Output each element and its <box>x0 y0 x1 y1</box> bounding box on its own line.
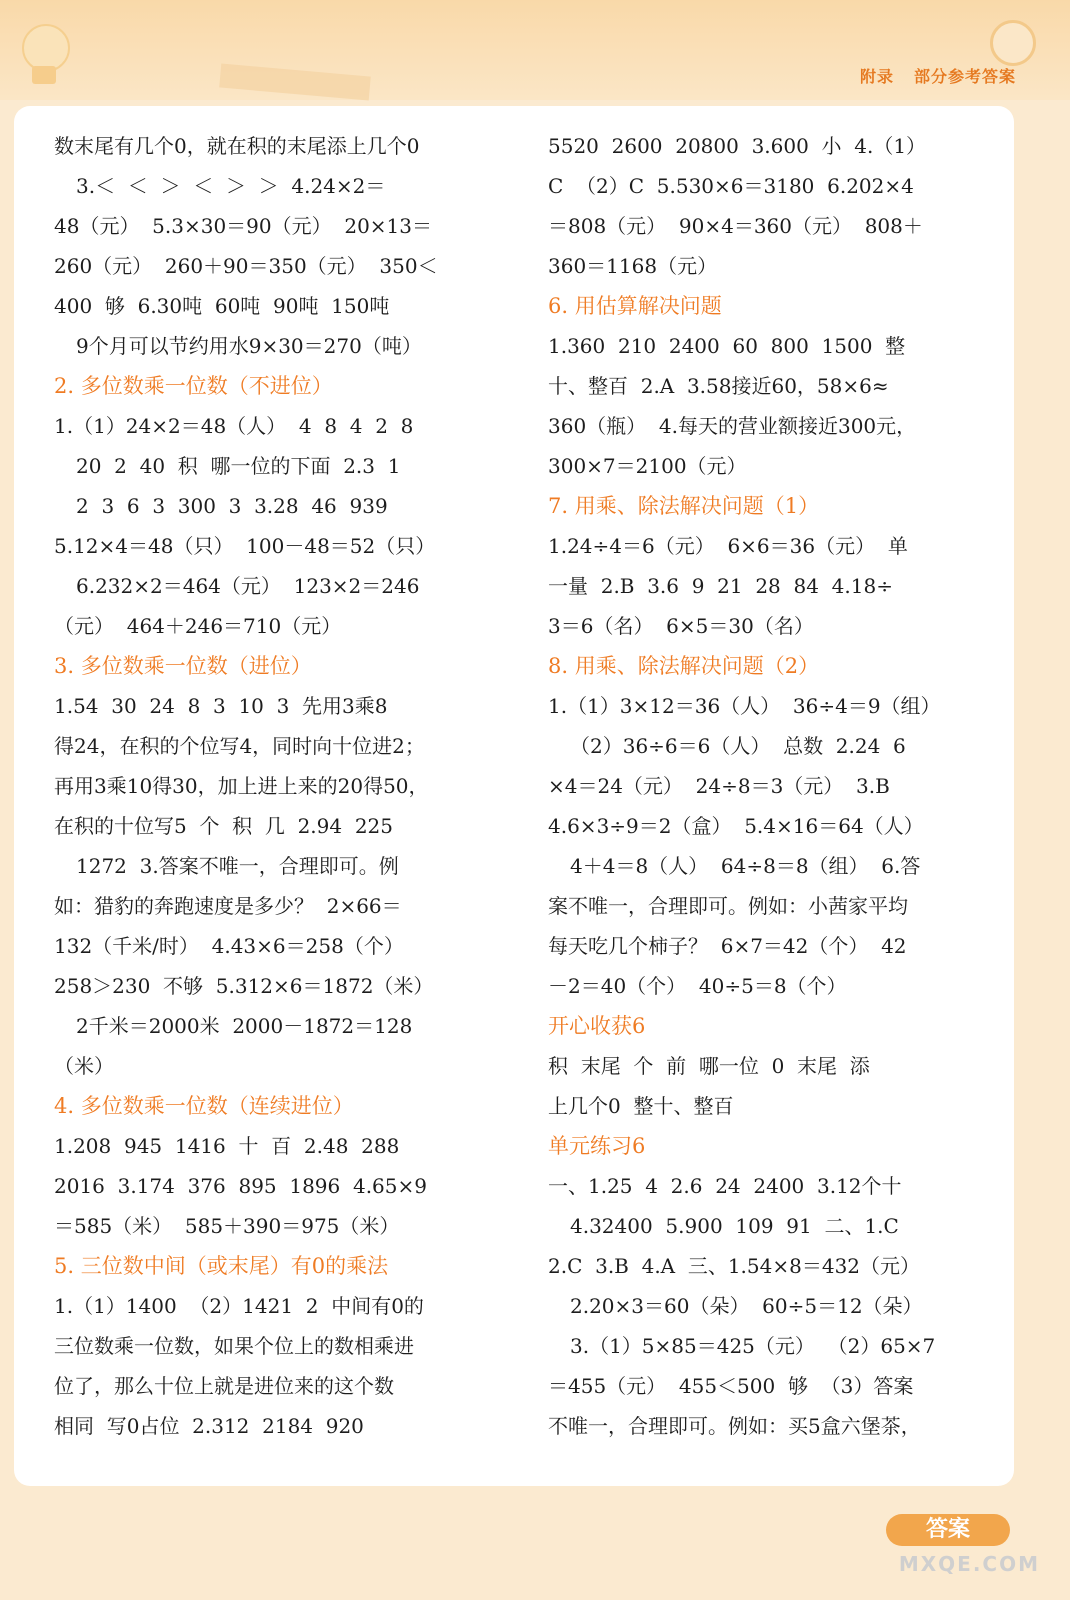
magnifier-ring-icon <box>990 20 1036 66</box>
answer-line: ＝808（元） 90×4＝360（元） 808＋ <box>548 214 923 238</box>
section-title: 部分参考答案 <box>913 67 1016 86</box>
watermark: MXQE.COM <box>898 1552 1040 1576</box>
answer-line: 数末尾有几个0，就在积的末尾添上几个0 <box>54 134 420 158</box>
section-heading: 2. 多位数乘一位数（不进位） <box>54 374 333 398</box>
answer-line: 3.（1）5×85＝425（元） （2）65×7 <box>570 1334 936 1358</box>
answer-line: 3＝6（名） 6×5＝30（名） <box>548 614 814 638</box>
answer-line: 5.12×4＝48（只） 100－48＝52（只） <box>54 534 436 558</box>
answer-line: 1.24÷4＝6（元） 6×6＝36（元） 单 <box>548 534 908 558</box>
answer-line: 2 3 6 3 300 3 3.28 46 939 <box>76 494 388 518</box>
appendix-label: 附录 <box>859 67 894 86</box>
answer-line: 相同 写0占位 2.312 2184 920 <box>54 1414 364 1438</box>
answer-line: 1.54 30 24 8 3 10 3 先用3乘8 <box>54 694 388 718</box>
answer-line: 一量 2.B 3.6 9 21 28 84 4.18÷ <box>548 574 893 598</box>
answer-line: ×4＝24（元） 24÷8＝3（元） 3.B <box>548 774 890 798</box>
answer-line: 2.C 3.B 4.A 三、1.54×8＝432（元） <box>548 1254 921 1278</box>
answer-line: 案不唯一，合理即可。例如：小茜家平均 <box>548 894 908 918</box>
answer-line: 位了，那么十位上就是进位来的这个数 <box>54 1374 394 1398</box>
answer-line: 1.360 210 2400 60 800 1500 整 <box>548 334 906 358</box>
answer-line: 48（元） 5.3×30＝90（元） 20×13＝ <box>54 214 432 238</box>
answer-line: 1.（1）3×12＝36（人） 36÷4＝9（组） <box>548 694 941 718</box>
answer-line: 258＞230 不够 5.312×6＝1872（米） <box>54 974 434 998</box>
answer-line: 一、1.25 4 2.6 24 2400 3.12个十 <box>548 1174 902 1198</box>
answer-line: 2.20×3＝60（朵） 60÷5＝12（朵） <box>570 1294 923 1318</box>
answer-line: 1272 3.答案不唯一，合理即可。例 <box>76 854 399 878</box>
section-heading: 7. 用乘、除法解决问题（1） <box>548 494 820 518</box>
lightbulb-base-icon <box>32 66 56 84</box>
answer-line: 6.232×2＝464（元） 123×2＝246 <box>76 574 420 598</box>
left-column <box>54 126 480 1446</box>
answer-line: 360（瓶） 4.每天的营业额接近300元， <box>548 414 917 438</box>
section-heading: 3. 多位数乘一位数（进位） <box>54 654 312 678</box>
answer-line: 9个月可以节约用水9×30＝270（吨） <box>76 334 422 358</box>
section-heading: 6. 用估算解决问题 <box>548 294 722 318</box>
answer-tag: 答案 <box>886 1514 1010 1546</box>
answer-line: 132（千米/时） 4.43×6＝258（个） <box>54 934 404 958</box>
answer-line: 1.（1）24×2＝48（人） 4 8 4 2 8 <box>54 414 414 438</box>
answer-line: 4.6×3÷9＝2（盒） 5.4×16＝64（人） <box>548 814 924 838</box>
answer-line: C （2）C 5.530×6＝3180 6.202×4 <box>548 174 914 198</box>
answer-line: 360＝1168（元） <box>548 254 718 278</box>
answer-line: 300×7＝2100（元） <box>548 454 747 478</box>
answer-line: 20 2 40 积 哪一位的下面 2.3 1 <box>76 454 401 478</box>
answer-line: 3.＜ ＜ ＞ ＜ ＞ ＞ 4.24×2＝ <box>76 174 386 198</box>
answer-line: 再用3乘10得30，加上进上来的20得50， <box>54 774 429 798</box>
answer-line: 1.（1）1400 （2）1421 2 中间有0的 <box>54 1294 424 1318</box>
answer-line: 1.208 945 1416 十 百 2.48 288 <box>54 1134 400 1158</box>
answer-line: 260（元） 260＋90＝350（元） 350＜ <box>54 254 438 278</box>
section-heading: 8. 用乘、除法解决问题（2） <box>548 654 820 678</box>
answer-line: ＝585（米） 585＋390＝975（米） <box>54 1214 400 1238</box>
section-heading: 4. 多位数乘一位数（连续进位） <box>54 1094 354 1118</box>
answer-line: 5520 2600 20800 3.600 小 4.（1） <box>548 134 927 158</box>
answer-line: （元） 464＋246＝710（元） <box>54 614 342 638</box>
answer-line: 2千米＝2000米 2000－1872＝128 <box>76 1014 413 1038</box>
right-column <box>548 126 972 1446</box>
section-heading: 单元练习6 <box>548 1134 646 1158</box>
page-header <box>840 64 1016 87</box>
answer-line: 每天吃几个柿子？ 6×7＝42（个） 42 <box>548 934 907 958</box>
lightbulb-icon <box>22 24 70 72</box>
section-heading: 5. 三位数中间（或末尾）有0的乘法 <box>54 1254 389 1278</box>
answer-line: 积 末尾 个 前 哪一位 0 末尾 添 <box>548 1054 870 1078</box>
answer-line: 2016 3.174 376 895 1896 4.65×9 <box>54 1174 427 1198</box>
answer-line: 400 够 6.30吨 60吨 90吨 150吨 <box>54 294 390 318</box>
section-heading: 开心收获6 <box>548 1014 646 1038</box>
answer-line: 4.32400 5.900 109 91 二、1.C <box>570 1214 899 1238</box>
answer-line: 4＋4＝8（人） 64÷8＝8（组） 6.答 <box>570 854 921 878</box>
answer-line: 不唯一，合理即可。例如：买5盒六堡茶， <box>548 1414 921 1438</box>
answer-line: （2）36÷6＝6（人） 总数 2.24 6 <box>570 734 906 758</box>
answer-line: 如：猎豹的奔跑速度是多少？ 2×66＝ <box>54 894 402 918</box>
answer-line: 十、整百 2.A 3.58接近60，58×6≈ <box>548 374 889 398</box>
answer-line: ＝455（元） 455＜500 够 （3）答案 <box>548 1374 914 1398</box>
answer-line: 上几个0 整十、整百 <box>548 1094 734 1118</box>
answer-line: 得24，在积的个位写4，同时向十位进2； <box>54 734 425 758</box>
answer-line: 在积的十位写5 个 积 几 2.94 225 <box>54 814 394 838</box>
answer-line: －2＝40（个） 40÷5＝8（个） <box>548 974 847 998</box>
answer-line: （米） <box>54 1054 114 1078</box>
answer-line: 三位数乘一位数，如果个位上的数相乘进 <box>54 1334 414 1358</box>
